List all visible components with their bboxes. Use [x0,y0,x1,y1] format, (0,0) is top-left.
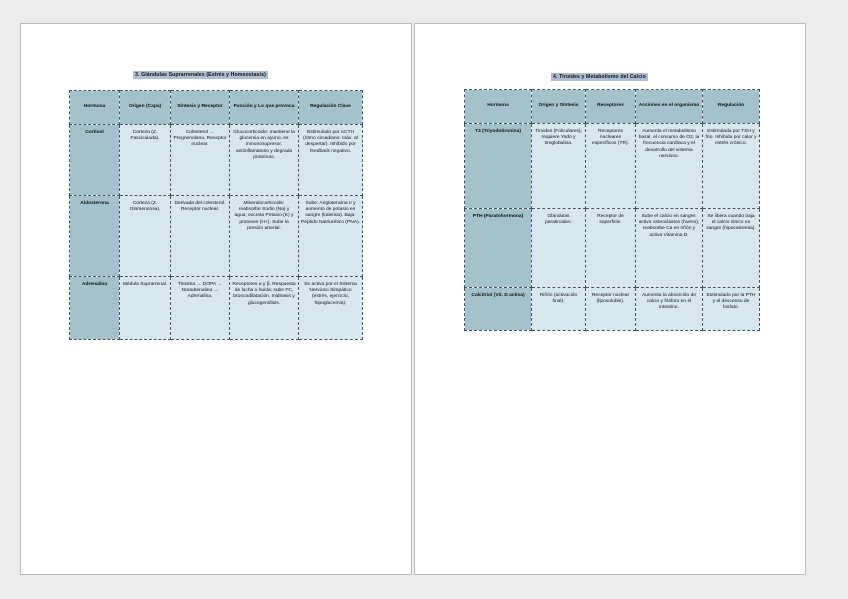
table-cell: Glándulas paratiroides. [532,209,586,288]
column-header: Hormona [70,91,120,125]
table-cell: Aumenta el metabolismo basal, el consumo de O2, la frecuencia cardíaca y el desarrollo del sistema nervioso. [636,124,703,209]
table-cell: Aldosterona [70,196,120,277]
table-cell: Se libera cuando baja el calcio iónico en sangre (hipocalcemia). [703,209,760,288]
column-header: Receptores [586,90,636,124]
table-cell: Se activa por el Sistema Nervioso Simpático (estrés, ejercicio, hipoglucemia). [299,277,363,340]
hormone-table [464,89,760,331]
column-header: Hormona [465,90,532,124]
table-cell: Receptores nucleares específicos (TR). [586,124,636,209]
document-page-right [414,23,806,575]
table-cell: Glucocorticoide: mantiene la glucemia en ayuno, es inmunosupresor, antiinflamatorio y degrada proteínas. [230,125,299,196]
column-header: Función y Lo que provoca [230,91,299,125]
table-cell: Tirosina → DOPA → Noradrenalina → Adrenalina. [171,277,230,340]
table-cell: Estimulada por TSH y frío. Inhibida por calor y estrés crónico. [703,124,760,209]
section-title: 3. Glándulas Suprarrenales (Estrés y Homeostasis) [135,72,266,78]
table-cell: Mineralocorticoide: reabsorbe Sodio (Na) y agua; excreta Potasio (K) y protones (H+). Sube la presión arterial. [230,196,299,277]
hormone-table [69,90,363,340]
table-cell: Sube: Angiotensina II y aumento de potasio en sangre (kalemia). Baja: Péptido Natriurético (PNA). [299,196,363,277]
table-cell: Riñón (activación final). [532,288,586,331]
table-row [70,125,363,196]
table-header-row [70,91,363,125]
table-cell: Estimulado por ACTH (ritmo circadiano: máx. al despertar). Inhibido por feedback negativo. [299,125,363,196]
column-header: Síntesis y Receptor [171,91,230,125]
column-header: Regulación Clave [299,91,363,125]
table-cell: Sube el calcio en sangre: activa osteoclastos (hueso), reabsorbe Ca en riñón y activa Vitamina D. [636,209,703,288]
table-cell: Adrenalina [70,277,120,340]
table-cell: Médula Suprarrenal. [120,277,171,340]
table-cell: Colesterol → Pregnenolona. Receptor nuclear. [171,125,230,196]
table-cell: Receptor nuclear (liposoluble). [586,288,636,331]
table-cell: Cortisol [70,125,120,196]
column-header: Origen y Síntesis [532,90,586,124]
table-header-row [465,90,760,124]
table-cell: Corteza (Z. Glomerulosa). [120,196,171,277]
table-cell: Derivada del colesterol. Receptor nuclear. [171,196,230,277]
table-cell: Receptores α y β. Respuesta de lucha o huida: sube FC, broncodilatación, midriasis y glucogenólisis. [230,277,299,340]
table-row [465,288,760,331]
table-row [70,196,363,277]
table-cell: Aumenta la absorción de calcio y fósforo en el intestino. [636,288,703,331]
column-header: Acciones en el organismo [636,90,703,124]
column-header: Regulación [703,90,760,124]
table-cell: T3 (Triyodotironina) [465,124,532,209]
document-page-left [20,23,412,575]
table-row [465,124,760,209]
table-cell: Receptor de superficie. [586,209,636,288]
table-cell: Corteza (Z. Fasciculada). [120,125,171,196]
table-cell: Tiroides (Foliculares); requiere Yodo y tiroglobulina. [532,124,586,209]
section-title: 4. Tiroides y Metabolismo del Calcio [553,74,646,80]
table-cell: Calcitriol (Vit. D activa) [465,288,532,331]
table-row [70,277,363,340]
table-cell: PTH (Paratohormona) [465,209,532,288]
table-cell: Estimulado por la PTH y el descenso de fosfato. [703,288,760,331]
table-row [465,209,760,288]
column-header: Origen (Capa) [120,91,171,125]
